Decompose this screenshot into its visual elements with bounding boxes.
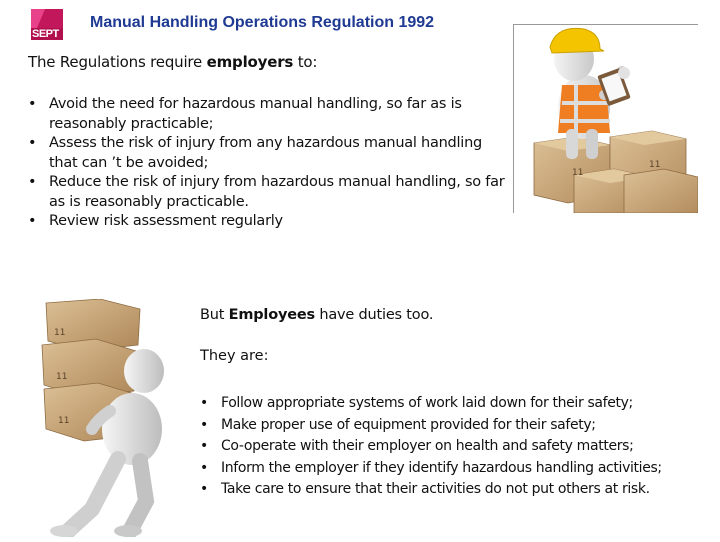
list-item: • Follow appropriate systems of work laid down for their safety; bbox=[200, 393, 715, 415]
list-item: • Take care to ensure that their activities do not put others at risk. bbox=[200, 479, 715, 501]
logo-text: SEPT bbox=[32, 28, 59, 40]
svg-text:11: 11 bbox=[54, 328, 66, 338]
worker-with-clipboard-illustration bbox=[513, 24, 698, 213]
they-are-label: They are: bbox=[200, 348, 269, 364]
employees-intro bbox=[200, 307, 433, 323]
employers-intro bbox=[28, 53, 317, 71]
list-item: • Avoid the need for hazardous manual handling, so far as is reasonably practicable; bbox=[28, 95, 508, 134]
list-item: • Assess the risk of injury from any hazardous manual handling that can ’t be avoided; bbox=[28, 134, 508, 173]
page-title: Manual Handling Operations Regulation 1992 bbox=[90, 14, 435, 31]
employers-intro-bold: employers bbox=[206, 53, 294, 71]
svg-text:11: 11 bbox=[56, 372, 68, 382]
svg-text:11: 11 bbox=[649, 160, 661, 170]
employee-duties-list bbox=[200, 393, 715, 501]
employers-intro-prefix: The Regulations require bbox=[28, 53, 207, 71]
employees-intro-prefix: But bbox=[200, 307, 229, 323]
svg-text:11: 11 bbox=[572, 168, 584, 178]
list-item: • Review risk assessment regularly bbox=[28, 212, 508, 232]
employers-intro-suffix: to: bbox=[293, 53, 318, 71]
figure-carrying-boxes-illustration bbox=[40, 299, 185, 537]
list-item: • Inform the employer if they identify hazardous handling activities; bbox=[200, 458, 715, 480]
list-item: • Reduce the risk of injury from hazardous manual handling, so far as is reasonably practicable. bbox=[28, 173, 508, 212]
list-item: • Make proper use of equipment provided for their safety; bbox=[200, 415, 715, 437]
list-item: • Co-operate with their employer on health and safety matters; bbox=[200, 436, 715, 458]
svg-text:11: 11 bbox=[58, 416, 70, 426]
employees-intro-suffix: have duties too. bbox=[314, 307, 434, 323]
employer-duties-list bbox=[28, 95, 508, 232]
sept-logo bbox=[31, 9, 63, 40]
employees-intro-bold: Employees bbox=[228, 307, 315, 323]
